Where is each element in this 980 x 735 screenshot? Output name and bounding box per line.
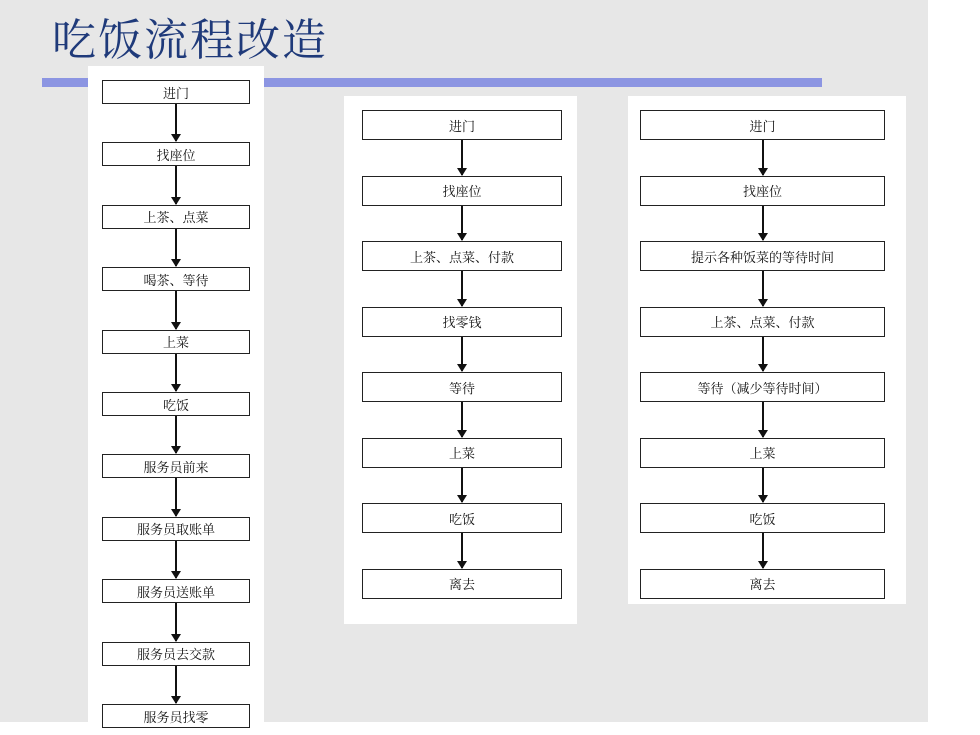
- flow-step-box: 进门: [102, 80, 250, 104]
- flow-arrow-connector: [461, 271, 463, 306]
- flow-arrow-connector: [175, 541, 177, 578]
- flow-panel-improved-2: [628, 96, 906, 604]
- flow-step-box: 找座位: [362, 176, 562, 206]
- flow-step-box: 上菜: [362, 438, 562, 468]
- flow-arrow-connector: [461, 206, 463, 241]
- flow-arrow-connector: [461, 337, 463, 372]
- flow-step-box: 吃饭: [102, 392, 250, 416]
- flow-arrow-connector: [762, 533, 764, 568]
- flow-step-box: 服务员取账单: [102, 517, 250, 541]
- flow-step-box: 找零钱: [362, 307, 562, 337]
- flow-arrow-connector: [175, 666, 177, 703]
- flow-step-box: 上菜: [102, 330, 250, 354]
- flow-arrow-connector: [175, 416, 177, 453]
- flow-step-box: 吃饭: [362, 503, 562, 533]
- flow-step-box: 吃饭: [640, 503, 885, 533]
- flow-step-box: 喝茶、等待: [102, 267, 250, 291]
- flow-arrow-connector: [175, 354, 177, 391]
- flow-arrow-connector: [461, 140, 463, 175]
- slide-title: 吃饭流程改造: [52, 15, 328, 66]
- flow-arrow-connector: [461, 402, 463, 437]
- flow-step-box: 离去: [362, 569, 562, 599]
- flow-arrow-connector: [175, 104, 177, 141]
- flow-step-box: 上菜: [640, 438, 885, 468]
- flow-arrow-connector: [762, 402, 764, 437]
- flow-step-box: 进门: [362, 110, 562, 140]
- flow-arrow-connector: [461, 533, 463, 568]
- flow-step-box: 上茶、点菜、付款: [640, 307, 885, 337]
- flow-panel-improved-1: [344, 96, 577, 624]
- flow-step-box: 进门: [640, 110, 885, 140]
- flow-arrow-connector: [762, 140, 764, 175]
- flow-step-box: 服务员找零: [102, 704, 250, 728]
- flow-arrow-connector: [762, 271, 764, 306]
- flow-step-box: 等待: [362, 372, 562, 402]
- flow-arrow-connector: [175, 603, 177, 640]
- flow-step-box: 服务员去交款: [102, 642, 250, 666]
- flow-arrow-connector: [762, 206, 764, 241]
- flow-step-box: 上茶、点菜: [102, 205, 250, 229]
- flow-step-box: 等待（减少等待时间）: [640, 372, 885, 402]
- flow-arrow-connector: [175, 291, 177, 328]
- flow-arrow-connector: [762, 468, 764, 503]
- flow-arrow-connector: [175, 478, 177, 515]
- flow-step-box: 找座位: [102, 142, 250, 166]
- flow-step-box: 上茶、点菜、付款: [362, 241, 562, 271]
- flow-step-box: 提示各种饭菜的等待时间: [640, 241, 885, 271]
- flow-step-box: 服务员送账单: [102, 579, 250, 603]
- flow-arrow-connector: [762, 337, 764, 372]
- flow-arrow-connector: [461, 468, 463, 503]
- flow-arrow-connector: [175, 166, 177, 203]
- flow-step-box: 离去: [640, 569, 885, 599]
- flow-arrow-connector: [175, 229, 177, 266]
- flow-panel-original: [88, 66, 264, 726]
- flow-step-box: 服务员前来: [102, 454, 250, 478]
- flow-step-box: 找座位: [640, 176, 885, 206]
